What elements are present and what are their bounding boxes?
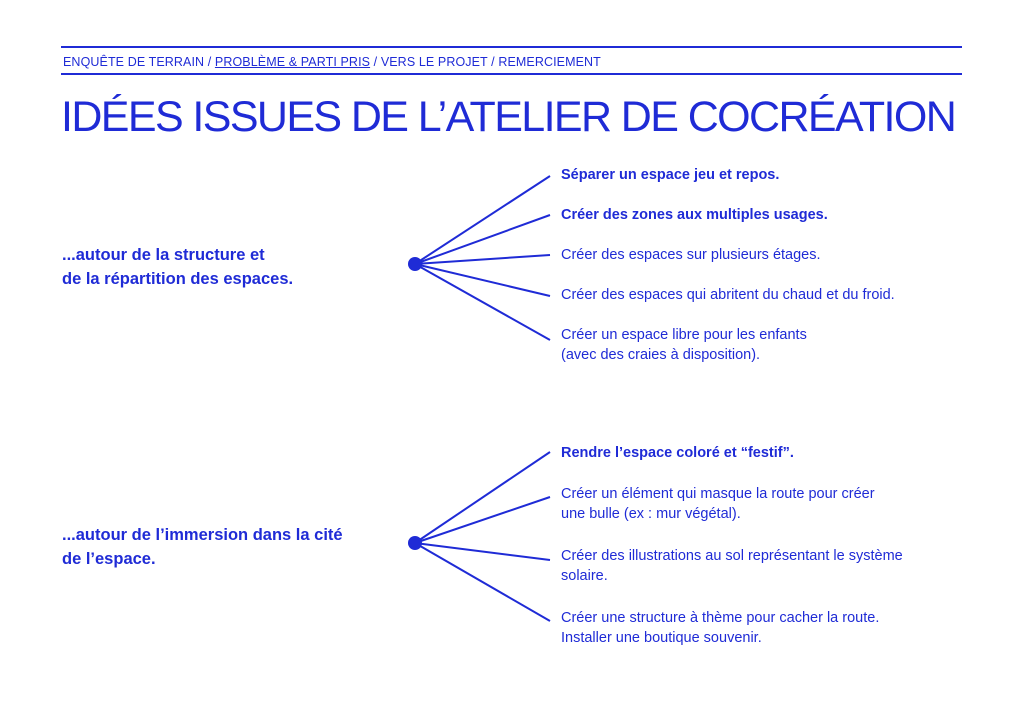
- idea-line: Rendre l’espace coloré et “festif”.: [561, 445, 794, 461]
- idea-line: Créer un espace libre pour les enfants: [561, 327, 807, 343]
- theme-structure: [62, 243, 293, 291]
- idea-item: [561, 165, 779, 185]
- nav-item-remerciement[interactable]: REMERCIEMENT: [498, 55, 601, 69]
- idea-item: [561, 325, 807, 365]
- group-1-connectors: [415, 176, 550, 340]
- group-1-node: [408, 257, 422, 271]
- connector-line: [415, 264, 550, 296]
- theme-line: de l’espace.: [62, 550, 156, 568]
- idea-line: Créer une structure à thème pour cacher la route.: [561, 610, 880, 626]
- idea-line: Créer des illustrations au sol représentant le système: [561, 548, 903, 564]
- idea-item: [561, 484, 875, 524]
- idea-line: solaire.: [561, 568, 608, 584]
- nav-separator: /: [373, 55, 378, 69]
- idea-item: [561, 285, 895, 305]
- idea-item: [561, 205, 828, 225]
- idea-line: Installer une boutique souvenir.: [561, 630, 762, 646]
- connector-line: [415, 264, 550, 340]
- theme-line: ...autour de la structure et: [62, 246, 265, 264]
- idea-line: Créer des espaces sur plusieurs étages.: [561, 247, 821, 263]
- idea-line: Séparer un espace jeu et repos.: [561, 167, 780, 183]
- nav-item-probleme[interactable]: PROBLÈME & PARTI PRIS: [214, 55, 371, 69]
- idea-item: [561, 245, 821, 265]
- connector-line: [415, 497, 550, 543]
- idea-line: Créer des zones aux multiples usages.: [561, 207, 828, 223]
- nav-item-vers-le-projet[interactable]: VERS LE PROJET: [380, 55, 488, 69]
- group-2-connectors: [415, 452, 550, 621]
- connector-line: [415, 176, 550, 264]
- nav-item-enquete[interactable]: ENQUÊTE DE TERRAIN: [63, 55, 205, 69]
- idea-line: Créer un élément qui masque la route pour créer: [561, 486, 875, 502]
- theme-line: ...autour de l’immersion dans la cité: [62, 526, 343, 544]
- connector-line: [415, 543, 550, 560]
- theme-immersion: [62, 523, 343, 571]
- idea-line: (avec des craies à disposition).: [561, 347, 761, 363]
- nav-separator: /: [491, 55, 495, 69]
- idea-line: une bulle (ex : mur végétal).: [561, 506, 741, 522]
- idea-item: [561, 608, 879, 648]
- idea-item: [561, 546, 903, 586]
- connector-line: [415, 452, 550, 543]
- theme-line: de la répartition des espaces.: [62, 270, 294, 288]
- nav-separator: /: [207, 55, 212, 69]
- page-title: IDÉES ISSUES DE L’ATELIER DE COCRÉATION: [61, 93, 956, 141]
- group-2-node: [408, 536, 422, 550]
- idea-item: [561, 443, 794, 463]
- connector-line: [415, 543, 550, 621]
- idea-line: Créer des espaces qui abritent du chaud et du froid.: [561, 287, 895, 303]
